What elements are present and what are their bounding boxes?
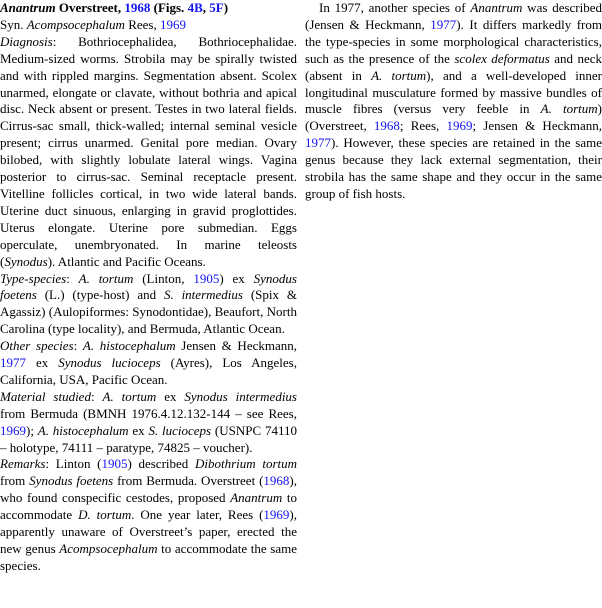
citation-link[interactable]: 1905 [101,456,128,472]
text-run: S. intermedius [163,287,243,303]
taxon-heading [0,0,297,17]
text-run: ). It differs markedly from the type-species in some morphological characteristics, such as the presence of the [305,16,602,66]
text-run: : Bothriocephalidea, Bothriocephalidae. Medium-sized worms. Strobila may be spirally twisted and with rippled margins. Segmentation absent. Scolex unarmed, elongate or clavate, without bothria and apical disc. Neck absent or present. Testes in two lateral fields. Cirrus-sac small, thick-walled; internal seminal vesicle present; cirrus unarmed. Genital pore median. Ovary bilobed, with slightly lobulate lateral wings. Vagina posterior to cirrus-sac. Seminal receptacle present. Vitelline follicles cortical, in two wide lateral bands. Uterine duct sinuous, enlarging in gravid proglottides. Uterus elongate. Uterine pore submedian. Eggs operculate, unembryonated. In marine teleosts ( [0,33,297,269]
text-run: (USNPC 74110 – holotype, 74111 – paratype, 74825 – voucher). [0,422,297,455]
synonymy-line [0,17,297,34]
text-run: Type-species [0,270,67,286]
text-run: Acompsocephalum [59,541,158,556]
text-run: A. tortum [102,388,157,404]
text-run: ; Jensen & Heckmann, [472,118,602,134]
text-run: Synodus foetens [0,270,297,303]
text-run: : [66,270,79,286]
text-run: (Linton, [133,270,194,286]
citation-link[interactable]: 1977 [0,355,26,371]
text-run: Anantrum [0,0,56,15]
text-run: from Bermuda (BMNH 1976.4.12.132-144 – see Rees, [0,405,297,421]
text-run: ex [128,422,149,438]
text-run: Synodus foetens [29,473,114,489]
text-run: Syn. [0,16,27,32]
text-run: D. tortum [78,507,132,523]
text-run: ). However, these species are retained in the same genus because they lack external segmentation, their strobila has the same shape and they occur in the same group of fish hosts. [305,135,602,201]
citation-link[interactable]: 1968 [124,0,151,15]
text-run: Other species [0,338,74,354]
text-run: Diagnosis [0,33,53,49]
citation-link[interactable]: 4B [187,0,203,15]
type-species-paragraph [0,271,297,339]
citation-link[interactable]: 1969 [159,16,186,32]
text-run: from [0,473,30,489]
citation-link[interactable]: 1977 [430,16,457,32]
text-run: A. histocephalum [37,422,129,438]
citation-link[interactable]: 1968 [373,118,400,134]
text-run: Synodus intermedius [184,388,297,404]
left-column [0,0,297,575]
text-run: Overstreet, [55,0,125,15]
text-run: Rees, [124,16,160,32]
material-studied-paragraph [0,389,297,457]
citation-link[interactable]: 1969 [0,422,26,438]
text-run: , [202,0,210,15]
citation-link[interactable]: 1977 [305,135,331,151]
text-run: Anantrum [230,490,283,506]
text-run: and neck (absent in [305,50,602,83]
text-run: ); [26,422,38,438]
text-run: ), and a well-developed inner longitudinal musculature formed by massive bundles of muscle fibres (versus very feeble in [305,67,602,117]
text-run: Synodus lucioceps [58,355,161,371]
text-run: ex [156,388,185,404]
text-run: A. tortum [371,67,427,83]
text-run: Acompsocephalum [26,16,125,32]
text-run: (L.) (type-host) and [36,287,164,303]
text-run: ), who found conspecific cestodes, proposed [0,473,298,506]
text-run: Remarks [0,456,46,472]
text-run: Synodus [4,253,48,269]
citation-link[interactable]: 1969 [446,118,473,134]
text-run: (Spix & Agassiz) (Aulopiformes: Synodontidae), Beaufort, North Carolina (type locality), and Bermuda, Atlantic Ocean. [0,287,297,337]
text-run: from Bermuda. Overstreet ( [113,473,264,489]
citation-link[interactable]: 1969 [263,507,290,523]
citation-link[interactable]: 1905 [193,270,220,286]
text-run: ; Rees, [399,118,447,134]
text-run: A. tortum [540,101,598,117]
text-run: (Figs. [150,0,188,15]
text-run: Anantrum [470,0,523,15]
text-run: ) described [127,456,195,472]
discussion-paragraph [305,0,602,203]
text-run: ) ex [219,270,254,286]
text-run: A. tortum [78,270,134,286]
text-run: Material studied [0,388,91,404]
text-run: S. lucioceps [148,422,212,438]
diagnosis-paragraph [0,34,297,271]
text-run: A. histocephalum [82,338,176,354]
text-run: ) [223,0,229,15]
text-run: ex [26,355,59,371]
text-run: ), apparently unaware of Overstreet’s paper, erected the new genus [0,507,298,556]
remarks-paragraph [0,456,297,574]
text-run: Jensen & Heckmann, [175,338,297,354]
text-run: In 1977, another species of [319,0,471,15]
text-run: (Ayres), Los Angeles, California, USA, Pacific Ocean. [0,355,297,387]
text-run: to accommodate [0,490,297,523]
citation-link[interactable]: 1968 [263,473,290,489]
text-run: . One year later, Rees ( [131,507,264,523]
text-run: ). Atlantic and Pacific Oceans. [47,253,206,269]
text-run: was described (Jensen & Heckmann, [305,0,602,32]
text-run: : [73,338,83,354]
text-run: ) (Overstreet, [305,101,602,134]
text-run: Dibothrium tortum [194,456,298,472]
other-species-paragraph [0,338,297,389]
right-column [305,0,602,575]
text-run: scolex deformatus [454,50,550,66]
text-run: : [90,388,103,404]
text-run: to accommodate the same species. [0,541,297,573]
citation-link[interactable]: 5F [209,0,224,15]
text-run: : Linton ( [45,456,102,472]
